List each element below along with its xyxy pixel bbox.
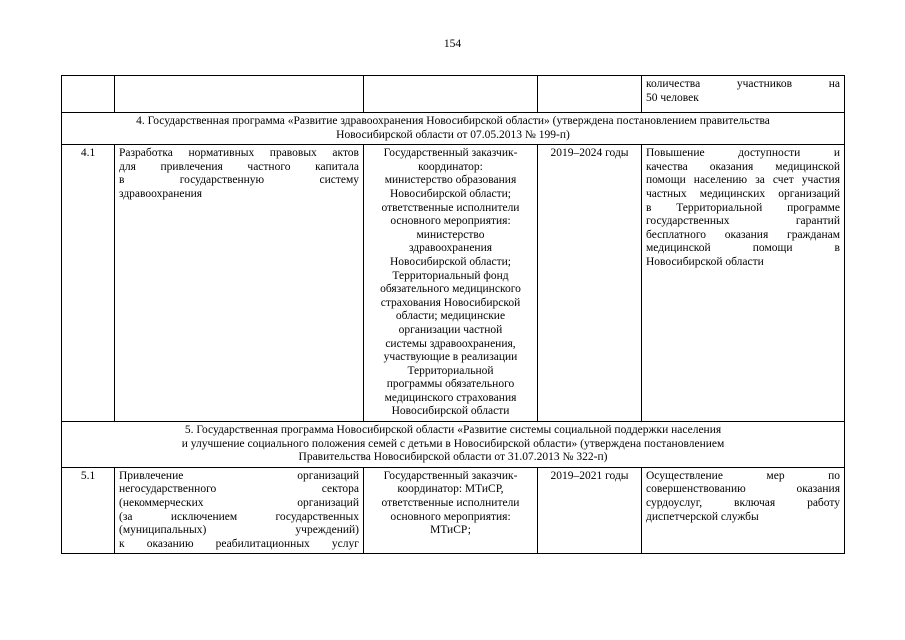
cell-period: 2019–2021 годы — [538, 467, 642, 554]
section-heading-5 — [62, 422, 845, 468]
measures-table — [61, 75, 845, 554]
executor-line: Государственный заказчик- — [383, 147, 518, 160]
section-heading-line: Правительства Новосибирской области от 31.07.2013 № 322-п) — [298, 451, 608, 464]
cell-result — [642, 145, 845, 422]
cell-executor — [364, 145, 538, 422]
result-line: помощи населению за счет участия — [646, 174, 840, 187]
result-line: бесплатного оказания гражданам — [646, 228, 840, 241]
result-line: 50 человек — [646, 91, 699, 104]
executor-line: участвующие в реализации — [383, 351, 518, 364]
table-row-4-1 — [62, 145, 845, 422]
executor-line: Территориальной — [407, 364, 494, 377]
cell-measure — [115, 145, 364, 422]
result-line: частных медицинских организаций — [646, 187, 840, 200]
executor-line: координатор: МТиСР, — [397, 483, 504, 496]
measure-line: к оказанию реабилитационных услуг — [119, 537, 359, 550]
executor-line: Территориальный фонд — [392, 269, 509, 282]
executor-line: страхования Новосибирской — [380, 296, 521, 309]
result-line: количества участников на — [646, 78, 840, 90]
table-row-5-1 — [62, 467, 845, 554]
executor-line: медицинского страхования — [384, 391, 517, 404]
measure-line: Привлечение организаций — [119, 469, 359, 482]
executor-line: области; медицинские — [395, 310, 506, 323]
executor-line: обязательного медицинского — [380, 283, 521, 296]
section-heading-4 — [62, 113, 845, 145]
executor-line: Государственный заказчик- — [383, 469, 518, 482]
executor-line: министерство образования — [384, 174, 517, 187]
result-line: медицинской помощи в — [646, 242, 840, 255]
measure-line: Разработка нормативных правовых актов — [119, 147, 359, 160]
executor-line: программы обязательного — [386, 378, 515, 391]
executor-line: Новосибирской области; — [390, 255, 511, 268]
cell-result — [642, 467, 845, 554]
section-heading-cell — [62, 422, 845, 468]
result-line: качества оказания медицинской — [646, 160, 840, 173]
result-line: государственных гарантий — [646, 215, 840, 228]
row-number: 4.1 — [62, 145, 115, 422]
result-line: Повышение доступности и — [646, 147, 840, 160]
cell-measure-empty — [115, 76, 364, 113]
result-line: диспетчерской службы — [646, 510, 759, 523]
measure-line: здравоохранения — [119, 187, 203, 200]
executor-line: ответственные исполнители — [381, 497, 520, 510]
cell-measure — [115, 467, 364, 554]
table-row-continuation — [62, 76, 845, 113]
executor-line: здравоохранения — [408, 242, 493, 255]
cell-result — [642, 76, 845, 113]
executor-line: Новосибирской области — [391, 405, 510, 418]
executor-line: координатор: — [418, 160, 483, 173]
cell-executor — [364, 467, 538, 554]
executor-line: основного мероприятия: — [390, 215, 511, 228]
executor-line: МТиСР; — [430, 524, 471, 537]
row-number: 5.1 — [62, 467, 115, 554]
cell-period: 2019–2024 годы — [538, 145, 642, 422]
cell-num-empty — [62, 76, 115, 113]
result-line: Новосибирской области — [646, 255, 764, 268]
executor-line: Новосибирской области; — [390, 187, 511, 200]
measure-line: (муниципальных) учреждений) — [119, 524, 359, 537]
page-number: 154 — [443, 38, 462, 50]
section-heading-line: 4. Государственная программа «Развитие здравоохранения Новосибирской области» (утверждена постановлением правительства — [136, 115, 770, 127]
measure-line: (некоммерческих организаций — [119, 497, 359, 510]
result-line: сурдоуслуг, включая работу — [646, 497, 840, 510]
executor-line: министерство — [416, 228, 485, 241]
executor-line: системы здравоохранения, — [385, 337, 516, 350]
cell-period-empty — [538, 76, 642, 113]
measure-line: для привлечения частного капитала — [119, 160, 359, 173]
measure-line: (за исключением государственных — [119, 510, 359, 523]
result-line: Осуществление мер по — [646, 469, 840, 482]
section-heading-line: 5. Государственная программа Новосибирской области «Развитие системы социальной поддержки населения — [184, 424, 722, 437]
result-line: в Территориальной программе — [646, 201, 840, 214]
result-line: совершенствованию оказания — [646, 483, 840, 496]
measure-line: в государственную систему — [119, 174, 359, 187]
cell-executor-empty — [364, 76, 538, 113]
executor-line: основного мероприятия: — [390, 510, 511, 523]
section-heading-line: и улучшение социального положения семей с детьми в Новосибирской области» (утверждена постановлением — [181, 437, 725, 450]
section-heading-line: Новосибирской области от 07.05.2013 № 199-п) — [336, 128, 570, 141]
measure-line: негосударственного сектора — [119, 483, 359, 496]
executor-line: ответственные исполнители — [381, 201, 520, 214]
section-heading-cell — [62, 113, 845, 145]
executor-line: организации частной — [398, 323, 503, 336]
